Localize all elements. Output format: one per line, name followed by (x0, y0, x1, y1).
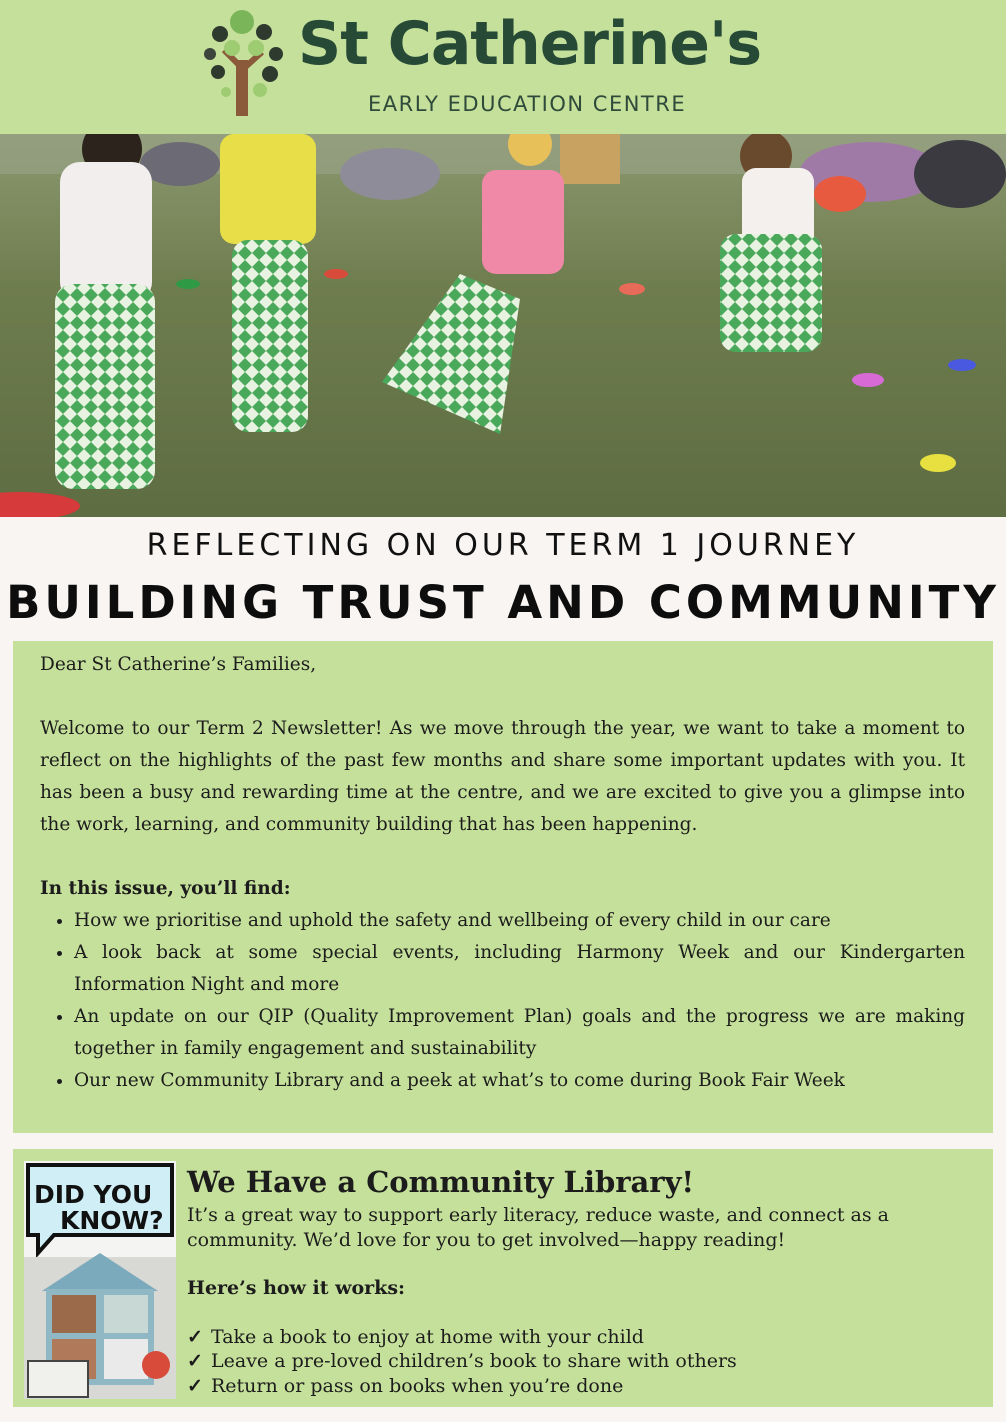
library-text (187, 1161, 989, 1398)
did-you-know-image (24, 1161, 176, 1399)
section-kicker: REFLECTING ON OUR TERM 1 JOURNEY (146, 528, 860, 563)
list-item (187, 1349, 989, 1374)
library-title: We Have a Community Library! (187, 1165, 695, 1199)
issue-title: In this issue, you’ll find: (40, 878, 291, 899)
list-item: • A look back at some special events, including Harmony Week and our Kindergarten Information Night and more (74, 937, 965, 1001)
how-it-works-title: Here’s how it works: (187, 1277, 406, 1299)
badge-line2: KNOW? (60, 1206, 164, 1235)
list-item: • How we prioritise and uphold the safety and wellbeing of every child in our care (74, 905, 965, 937)
check-icon: ✓ (187, 1374, 203, 1397)
list-item (187, 1325, 989, 1350)
library-panel (13, 1149, 993, 1407)
badge-line1: DID YOU (34, 1180, 153, 1209)
check-icon: ✓ (187, 1350, 203, 1372)
steps-list (187, 1325, 989, 1399)
step-text: Leave a pre-loved children’s book to share with others (211, 1350, 737, 1372)
intro-panel (13, 641, 993, 1133)
tree-logo-icon (200, 8, 286, 118)
issue-list (40, 905, 965, 1097)
section-headline: BUILDING TRUST AND COMMUNITY (6, 576, 1000, 629)
hero-photo (0, 134, 1006, 517)
check-icon: ✓ (187, 1325, 203, 1348)
greeting: Dear St Catherine’s Families, (40, 654, 317, 675)
newsletter-header (0, 0, 1006, 134)
list-item: • An update on our QIP (Quality Improvement Plan) goals and the progress we are making together in family engagement and sustainability (74, 1001, 965, 1065)
intro-paragraph: Welcome to our Term 2 Newsletter! As we move through the year, we want to take a moment to reflect on the highlights of the past few months and share some important updates with you. It has been a busy and rewarding time at the centre, and we are excited to give you a glimpse into the work, learning, and community building that has been happening. (40, 718, 965, 835)
list-item (187, 1374, 989, 1399)
list-item: • Our new Community Library and a peek at what’s to come during Book Fair Week (74, 1065, 965, 1097)
library-intro: It’s a great way to support early literacy, reduce waste, and connect as a community. We’d love for you to get involved—happy reading! (187, 1204, 889, 1251)
step-text: Take a book to enjoy at home with your child (211, 1325, 644, 1348)
step-text: Return or pass on books when you’re done (211, 1374, 624, 1397)
centre-name: St Catherine's (298, 9, 762, 79)
centre-subtitle: EARLY EDUCATION CENTRE (368, 92, 687, 116)
